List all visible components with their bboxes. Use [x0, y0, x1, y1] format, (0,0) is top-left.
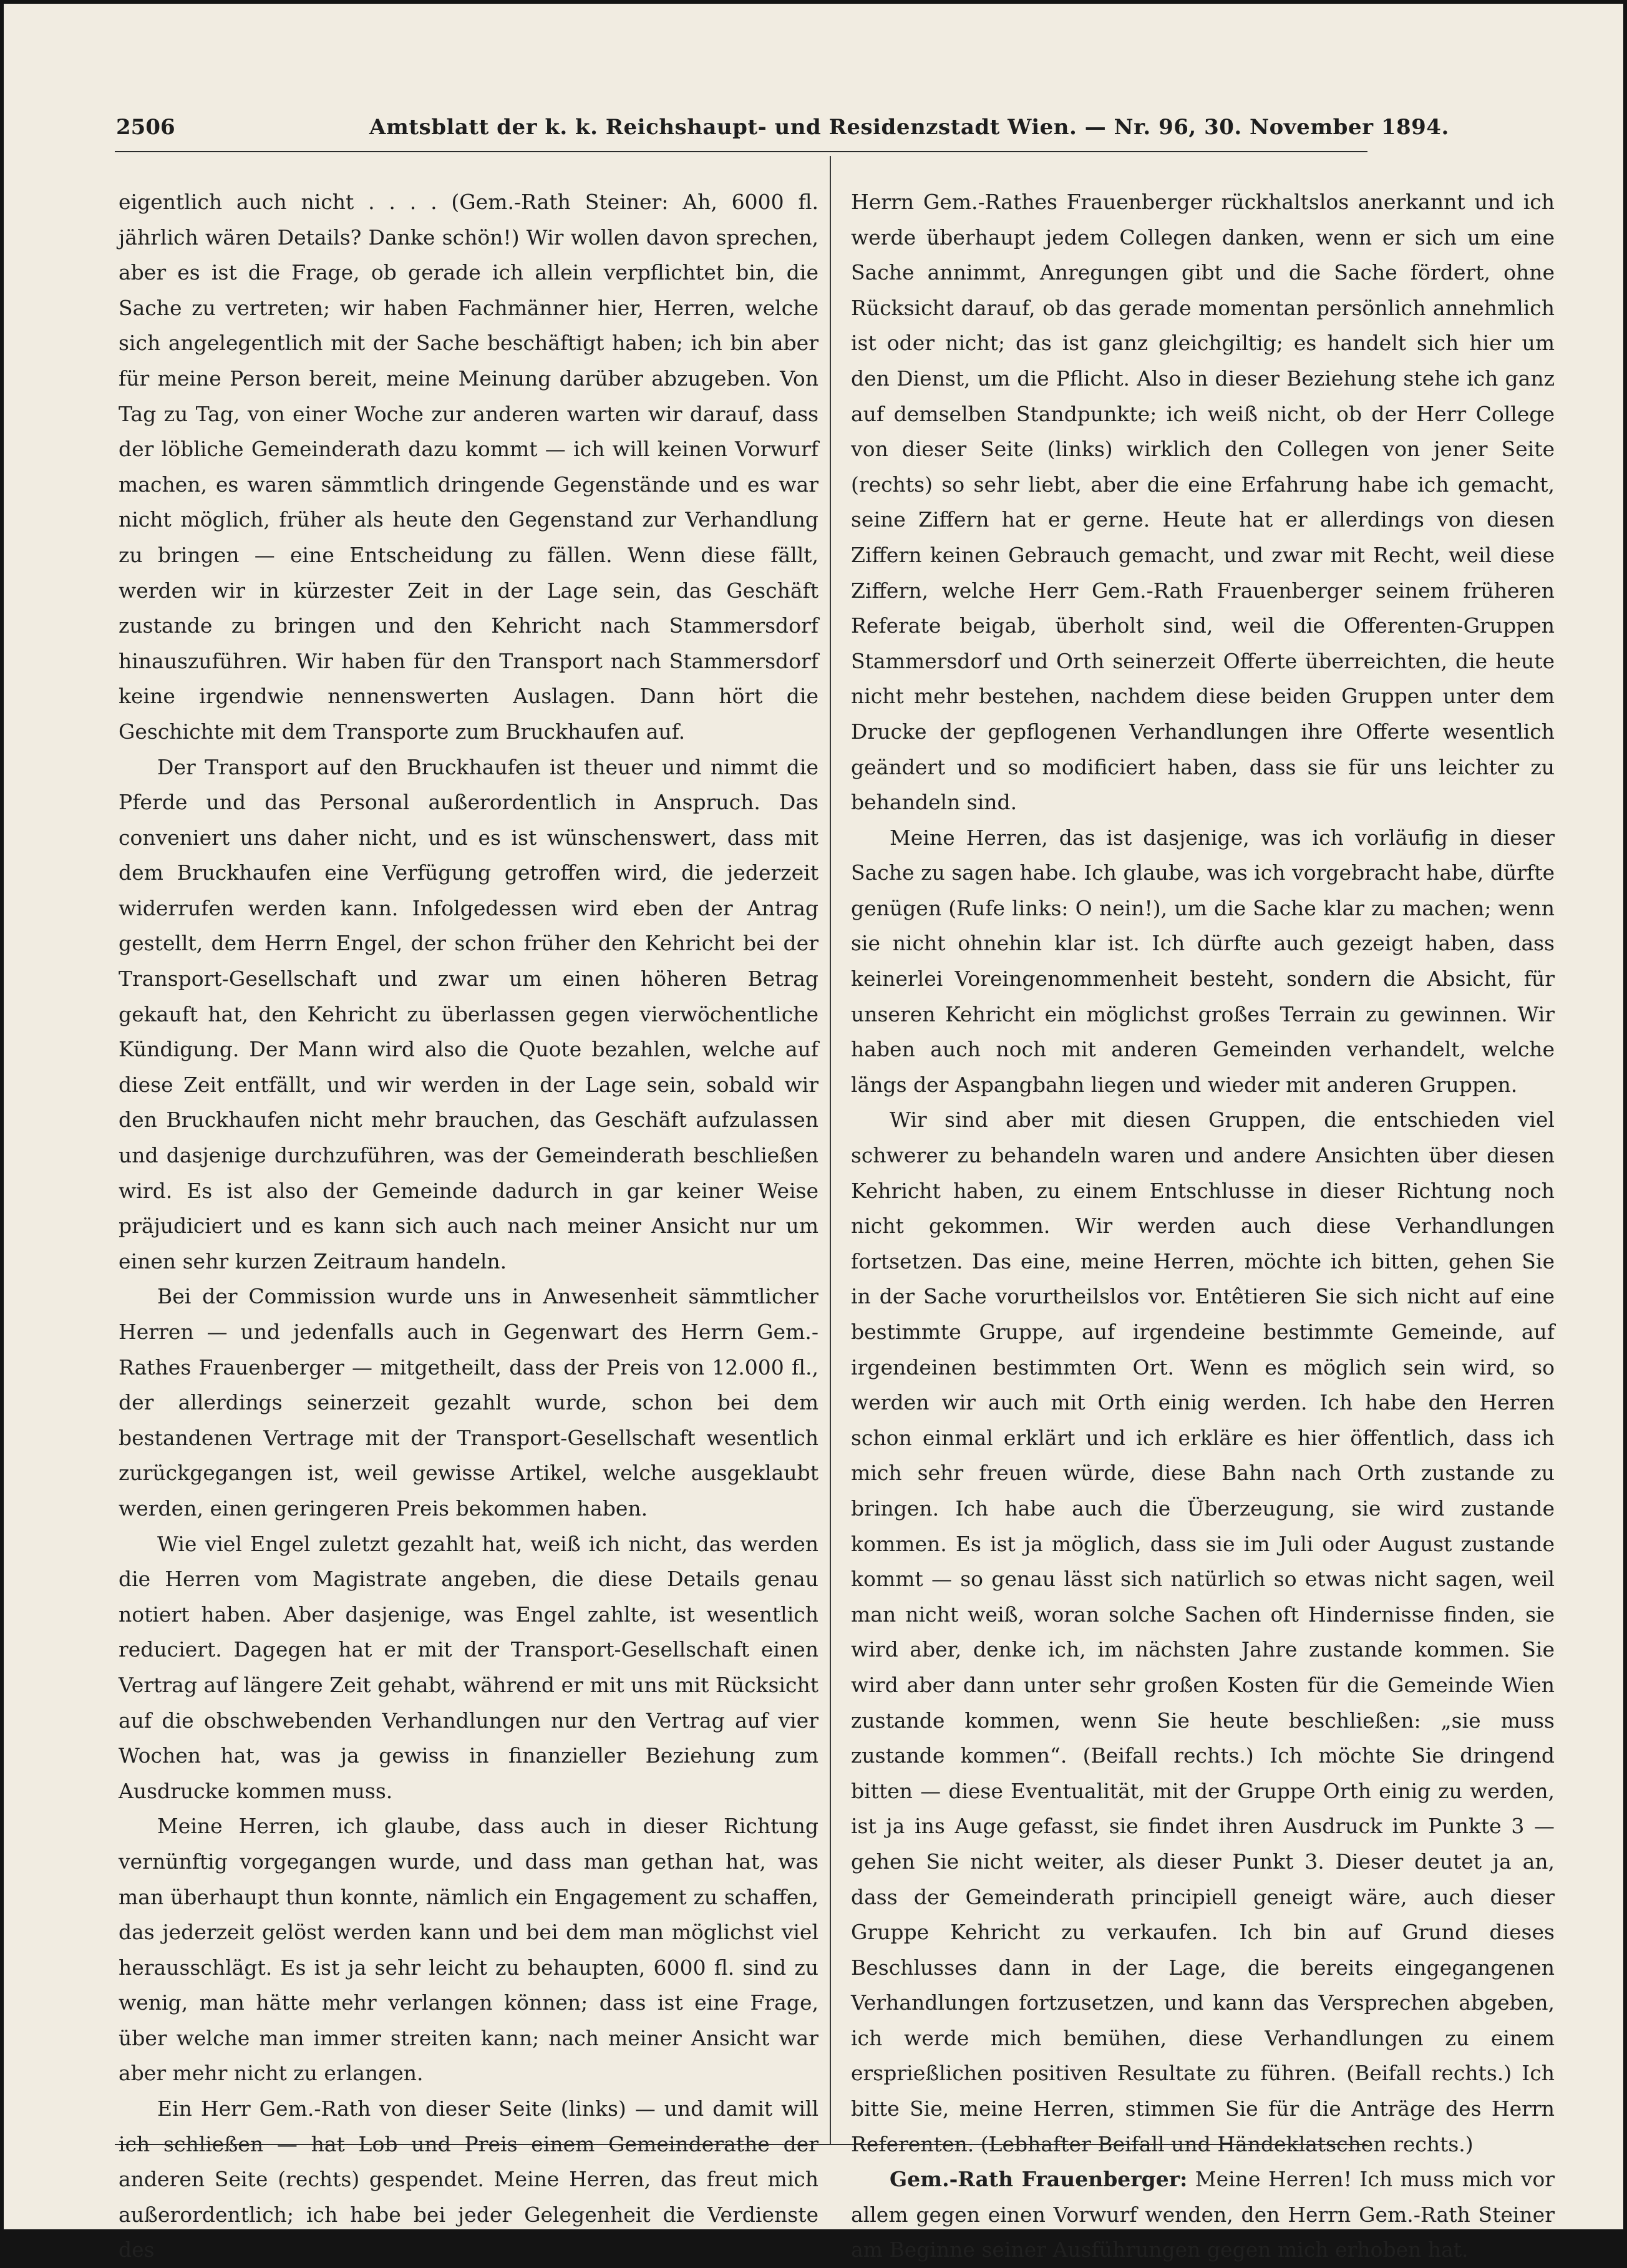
paragraph: Herrn Gem.-Rathes Frauenberger rückhaltslos anerkannt und ich werde überhaupt jedem Collegen danken, wenn er sich um eine Sache annimmt, Anregungen gibt und die Sache fördert, ohne Rücksicht darauf, ob das gerade momentan persönlich annehmlich ist oder nicht; das ist ganz gleichgiltig; es handelt sich hier um den Dienst, um die Pflicht. Also in dieser Beziehung stehe ich ganz auf demselben Standpunkte; ich weiß nicht, ob der Herr College von dieser Seite (links) wirklich den Collegen von jener Seite (rechts) so sehr liebt, aber die eine Erfahrung habe ich gemacht, seine Ziffern hat er gerne. Heute hat er allerdings von diesen Ziffern keinen Gebrauch gemacht, und zwar mit Recht, weil diese Ziffern, welche Herr Gem.-Rath Frauenberger seinem früheren Referate beigab, überholt sind, weil die Offerenten-Gruppen Stammersdorf und Orth seinerzeit Offerte überreichten, die heute nicht mehr bestehen, nachdem diese beiden Gruppen unter dem Drucke der gepflogenen Verhandlungen ihre Offerte wesentlich geändert und so modificiert haben, dass sie für uns leichter zu behandeln sind. [851, 190, 1555, 815]
column-divider [830, 156, 831, 2144]
newspaper-page [4, 4, 1623, 2262]
paragraph: Ein Herr Gem.-Rath von dieser Seite (links) — und damit will ich schließen — hat Lob und Preis einem Gemeinderathe der anderen Seite (rechts) gespendet. Meine Herren, das freut mich außerordentlich; ich habe bei jeder Gelegenheit die Verdienste des [119, 2096, 818, 2262]
paragraph: Der Transport auf den Bruckhaufen ist theuer und nimmt die Pferde und das Personal außerordentlich in Anspruch. Das conveniert uns daher nicht, und es ist wünschenswert, dass mit dem Bruckhaufen eine Verfügung getroffen wird, die jederzeit widerrufen werden kann. Infolgedessen wird eben der Antrag gestellt, dem Herrn Engel, der schon früher den Kehricht bei der Transport-Gesellschaft und zwar um einen höheren Betrag gekauft hat, den Kehricht zu überlassen gegen vierwöchentliche Kündigung. Der Mann wird also die Quote bezahlen, welche auf diese Zeit entfällt, und wir werden in der Lage sein, sobald wir den Bruckhaufen nicht mehr brauchen, das Geschäft aufzulassen und dasjenige durchzuführen, was der Gemeinderath beschließen wird. Es ist also der Gemeinde dadurch in gar keiner Weise präjudiciert und es kann sich auch nach meiner Ansicht nur um einen sehr kurzen Zeitraum handeln. [119, 754, 818, 1273]
page-number: 2506 [116, 115, 175, 140]
paragraph: Bei der Commission wurde uns in Anwesenheit sämmtlicher Herren — und jedenfalls auch in Gegenwart des Herrn Gem.-Rathes Frauenberger — mitgetheilt, dass der Preis von 12.000 fl., der allerdings seinerzeit gezahlt wurde, schon bei dem bestandenen Vertrage mit der Transport-Gesellschaft wesentlich zurückgegangen ist, weil gewisse Artikel, welche ausgeklaubt werden, einen geringeren Preis bekommen haben. [119, 1284, 818, 1521]
left-column [119, 185, 818, 2268]
running-title: Amtsblatt der k. k. Reichshaupt- und Residenzstadt Wien. — Nr. 96, 30. November 1894. [369, 115, 1449, 140]
header-rule [115, 151, 1367, 152]
paragraph: Meine Herren, das ist dasjenige, was ich vorläufig in dieser Sache zu sagen habe. Ich glaube, was ich vorgebracht habe, dürfte genügen (Rufe links: O nein!), um die Sache klar zu machen; wenn sie nicht ohnehin klar ist. Ich dürfte auch gezeigt haben, dass keinerlei Voreingenommenheit besteht, sondern die Absicht, für unseren Kehricht ein möglichst großes Terrain zu gewinnen. Wir haben auch noch mit anderen Gemeinden verhandelt, welche längs der Aspangbahn liegen und wieder mit anderen Gruppen. [851, 825, 1555, 1097]
paragraph: Meine Herren, ich glaube, dass auch in dieser Richtung vernünftig vorgegangen wurde, und dass man gethan hat, was man überhaupt thun konnte, nämlich ein Engagement zu schaffen, das jederzeit gelöst werden kann und bei dem man möglichst viel herausschlägt. Es ist ja sehr leicht zu behaupten, 6000 fl. sind zu wenig, man hätte mehr verlangen können; dass ist eine Frage, über welche man immer streiten kann; nach meiner Ansicht war aber mehr nicht zu erlangen. [119, 1814, 818, 2086]
speech-text: Meine Herren! Ich muss mich vor allem gegen einen Vorwurf wenden, den Herrn Gem.-Rath Steiner am Beginne seiner Ausführungen gegen mich erhoben hat. [851, 2167, 1555, 2262]
paragraph [851, 2162, 1555, 2268]
paragraph: eigentlich auch nicht . . . . (Gem.-Rath Steiner: Ah, 6000 fl. jährlich wären Details? Danke schön!) Wir wollen davon sprechen, aber es ist die Frage, ob gerade ich allein verpflichtet bin, die Sache zu vertreten; wir haben Fachmänner hier, Herren, welche sich angelegentlich mit der Sache beschäftigt haben; ich bin aber für meine Person bereit, meine Meinung darüber abzugeben. Von Tag zu Tag, von einer Woche zur anderen warten wir darauf, dass der löbliche Gemeinderath dazu kommt — ich will keinen Vorwurf machen, es waren sämmtlich dringende Gegenstände und es war nicht möglich, früher als heute den Gegenstand zur Verhandlung zu bringen — eine Entscheidung zu fällen. Wenn diese fällt, werden wir in kürzester Zeit in der Lage sein, das Geschäft zustande zu bringen und den Kehricht nach Stammersdorf hinauszuführen. Wir haben für den Transport nach Stammersdorf keine irgendwie nennenswerten Auslagen. Dann hört die Geschichte mit dem Transporte zum Bruckhaufen auf. [119, 190, 818, 744]
paragraph: Wir sind aber mit diesen Gruppen, die entschieden viel schwerer zu behandeln waren und andere Ansichten über diesen Kehricht haben, zu einem Entschlusse in dieser Richtung noch nicht gekommen. Wir werden auch diese Verhandlungen fortsetzen. Das eine, meine Herren, möchte ich bitten, gehen Sie in der Sache vorurtheilslos vor. Entêtieren Sie sich nicht auf eine bestimmte Gruppe, auf irgendeine bestimmte Gemeinde, auf irgendeinen bestimmten Ort. Wenn es möglich sein wird, so werden wir auch mit Orth einig werden. Ich habe den Herren schon einmal erklärt und ich erkläre es hier öffentlich, dass ich mich sehr freuen würde, diese Bahn nach Orth zustande zu bringen. Ich habe auch die Überzeugung, sie wird zustande kommen. Es ist ja möglich, dass sie im Juli oder August zustande kommt — so genau lässt sich natürlich so etwas nicht sagen, weil man nicht weiß, woran solche Sachen oft Hindernisse finden, sie wird aber, denke ich, im nächsten Jahre zustande kommen. Sie wird aber dann unter sehr großen Kosten für die Gemeinde Wien zustande kommen, wenn Sie heute beschließen: „sie muss zustande kommen“. (Beifall rechts.) Ich möchte Sie dringend bitten — diese Eventualität, mit der Gruppe Orth einig zu werden, ist ja ins Auge gefasst, sie findet ihren Ausdruck im Punkte 3 — gehen Sie nicht weiter, als dieser Punkt 3. Dieser deutet ja an, dass der Gemeinderath principiell geneigt wäre, auch dieser Gruppe Kehricht zu verkaufen. Ich bin auf Grund dieses Beschlusses dann in der Lage, die bereits eingegangenen Verhandlungen fortzusetzen, und kann das Versprechen abgeben, ich werde mich bemühen, diese Verhandlungen zu einem ersprießlichen positiven Resultate zu führen. (Beifall rechts.) Ich bitte Sie, meine Herren, stimmen Sie für die Anträge des Herrn Referenten. (Lebhafter Beifall und Händeklatschen rechts.) [851, 1107, 1555, 2156]
speaker-name: Gem.-Rath Frauenberger: [890, 2167, 1188, 2192]
right-column [851, 185, 1555, 2268]
paragraph: Wie viel Engel zuletzt gezahlt hat, weiß ich nicht, das werden die Herren vom Magistrate angeben, die diese Details genau notiert haben. Aber dasjenige, was Engel zahlte, ist wesentlich reduciert. Dagegen hat er mit der Transport-Gesellschaft einen Vertrag auf längere Zeit gehabt, während er mit uns mit Rücksicht auf die obschwebenden Verhandlungen nur den Vertrag auf vier Wochen hat, was ja gewiss in finanzieller Beziehung zum Ausdrucke kommen muss. [119, 1531, 818, 1803]
footer-rule [115, 2144, 1367, 2145]
